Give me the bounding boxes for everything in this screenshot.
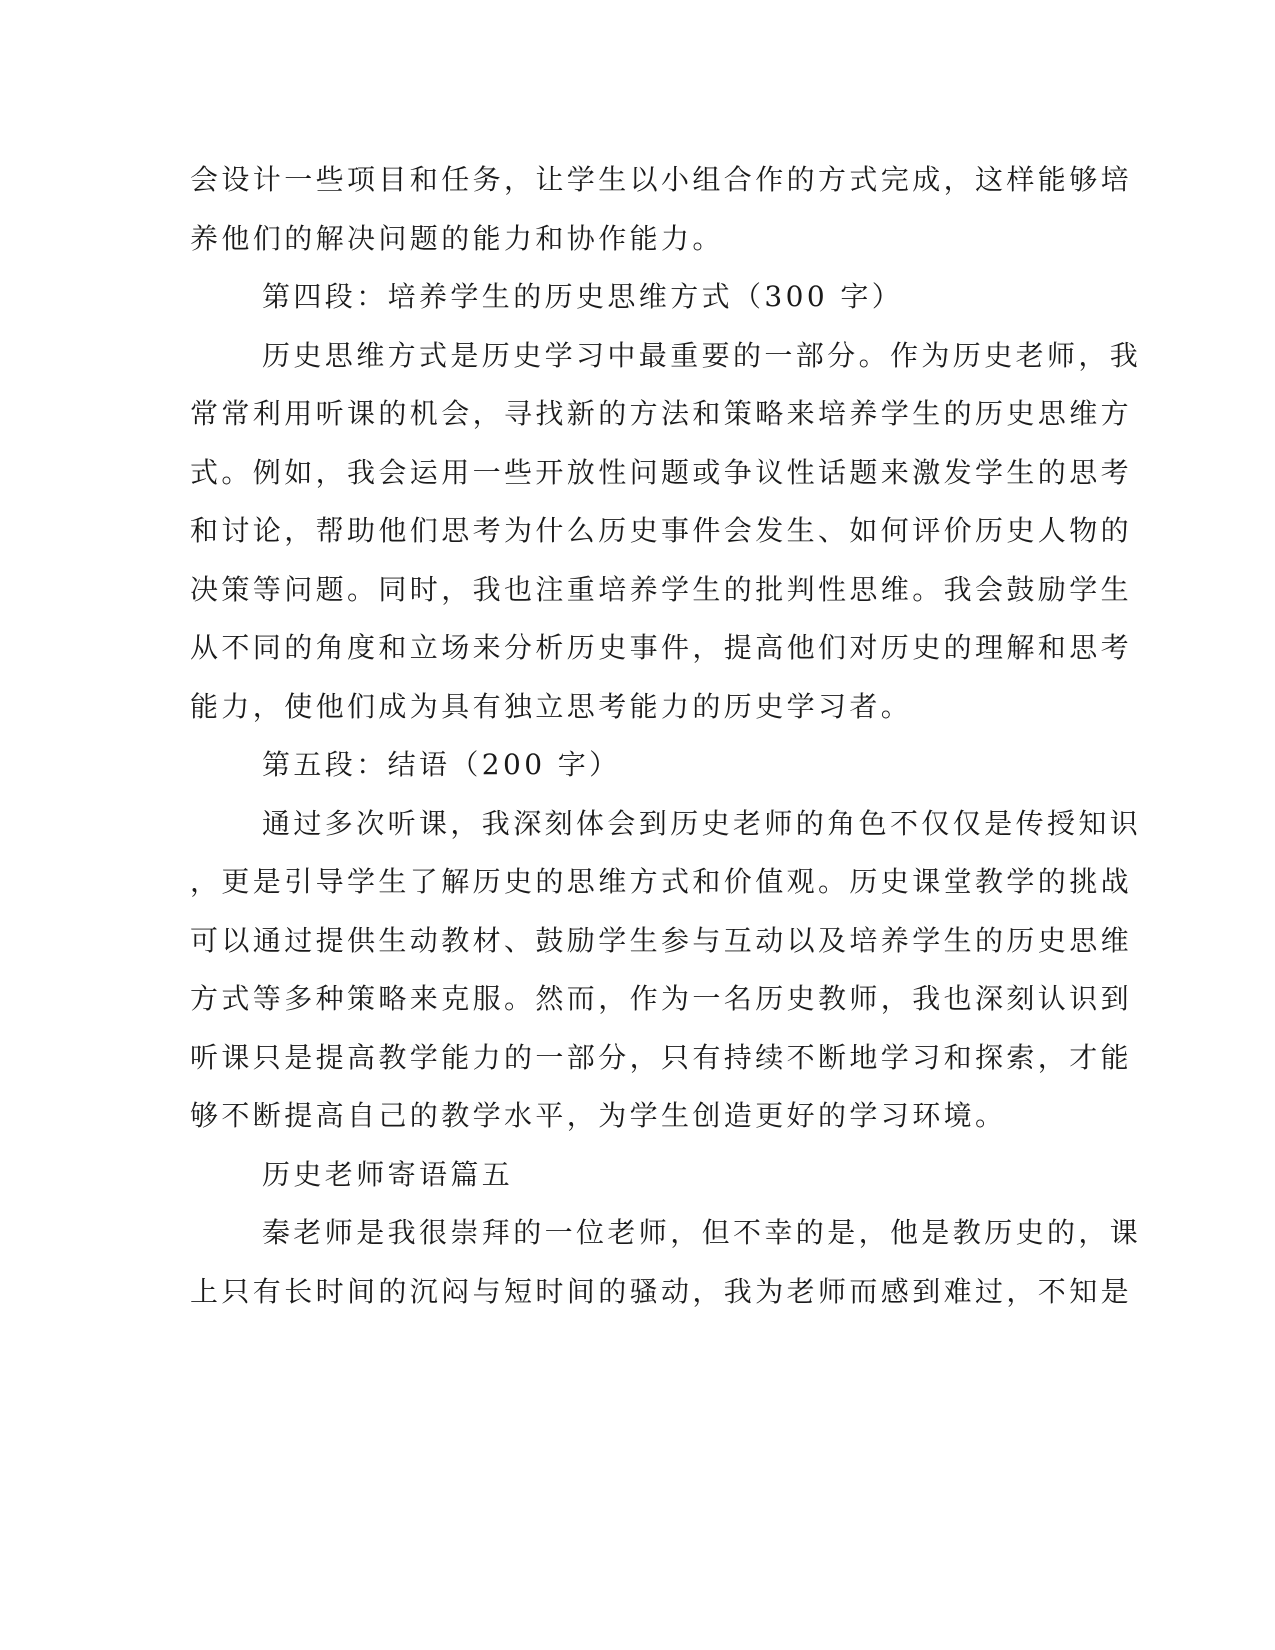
section-heading-5: 第五段：结语（200 字） — [262, 748, 621, 781]
text-line: ，更是引导学生了解历史的思维方式和价值观。历史课堂教学的挑战 — [190, 865, 1133, 898]
section-heading-4: 第四段：培养学生的历史思维方式（300 字） — [262, 280, 904, 313]
text-line: 听课只是提高教学能力的一部分，只有持续不断地学习和探索，才能 — [190, 1041, 1133, 1074]
text-line: 上只有长时间的沉闷与短时间的骚动，我为老师而感到难过，不知是 — [190, 1275, 1133, 1308]
text-line: 常常利用听课的机会，寻找新的方法和策略来培养学生的历史思维方 — [190, 397, 1133, 430]
text-line: 会设计一些项目和任务，让学生以小组合作的方式完成，这样能够培 — [190, 163, 1133, 196]
text-line: 可以通过提供生动教材、鼓励学生参与互动以及培养学生的历史思维 — [190, 924, 1133, 957]
text-line: 方式等多种策略来克服。然而，作为一名历史教师，我也深刻认识到 — [190, 982, 1133, 1015]
text-line: 决策等问题。同时，我也注重培养学生的批判性思维。我会鼓励学生 — [190, 573, 1133, 606]
paragraph-start-line: 通过多次听课，我深刻体会到历史老师的角色不仅仅是传授知识 — [262, 807, 1142, 840]
text-line: 能力，使他们成为具有独立思考能力的历史学习者。 — [190, 690, 913, 723]
text-line: 式。例如，我会运用一些开放性问题或争议性话题来激发学生的思考 — [190, 456, 1133, 489]
text-line: 从不同的角度和立场来分析历史事件，提高他们对历史的理解和思考 — [190, 631, 1133, 664]
paragraph-start-line: 历史思维方式是历史学习中最重要的一部分。作为历史老师，我 — [262, 339, 1142, 372]
text-line: 够不断提高自己的教学水平，为学生创造更好的学习环境。 — [190, 1099, 1007, 1132]
text-line: 养他们的解决问题的能力和协作能力。 — [190, 222, 724, 255]
article-title: 历史老师寄语篇五 — [262, 1158, 514, 1191]
text-line: 和讨论，帮助他们思考为什么历史事件会发生、如何评价历史人物的 — [190, 514, 1133, 547]
paragraph-start-line: 秦老师是我很崇拜的一位老师，但不幸的是，他是教历史的，课 — [262, 1216, 1142, 1249]
